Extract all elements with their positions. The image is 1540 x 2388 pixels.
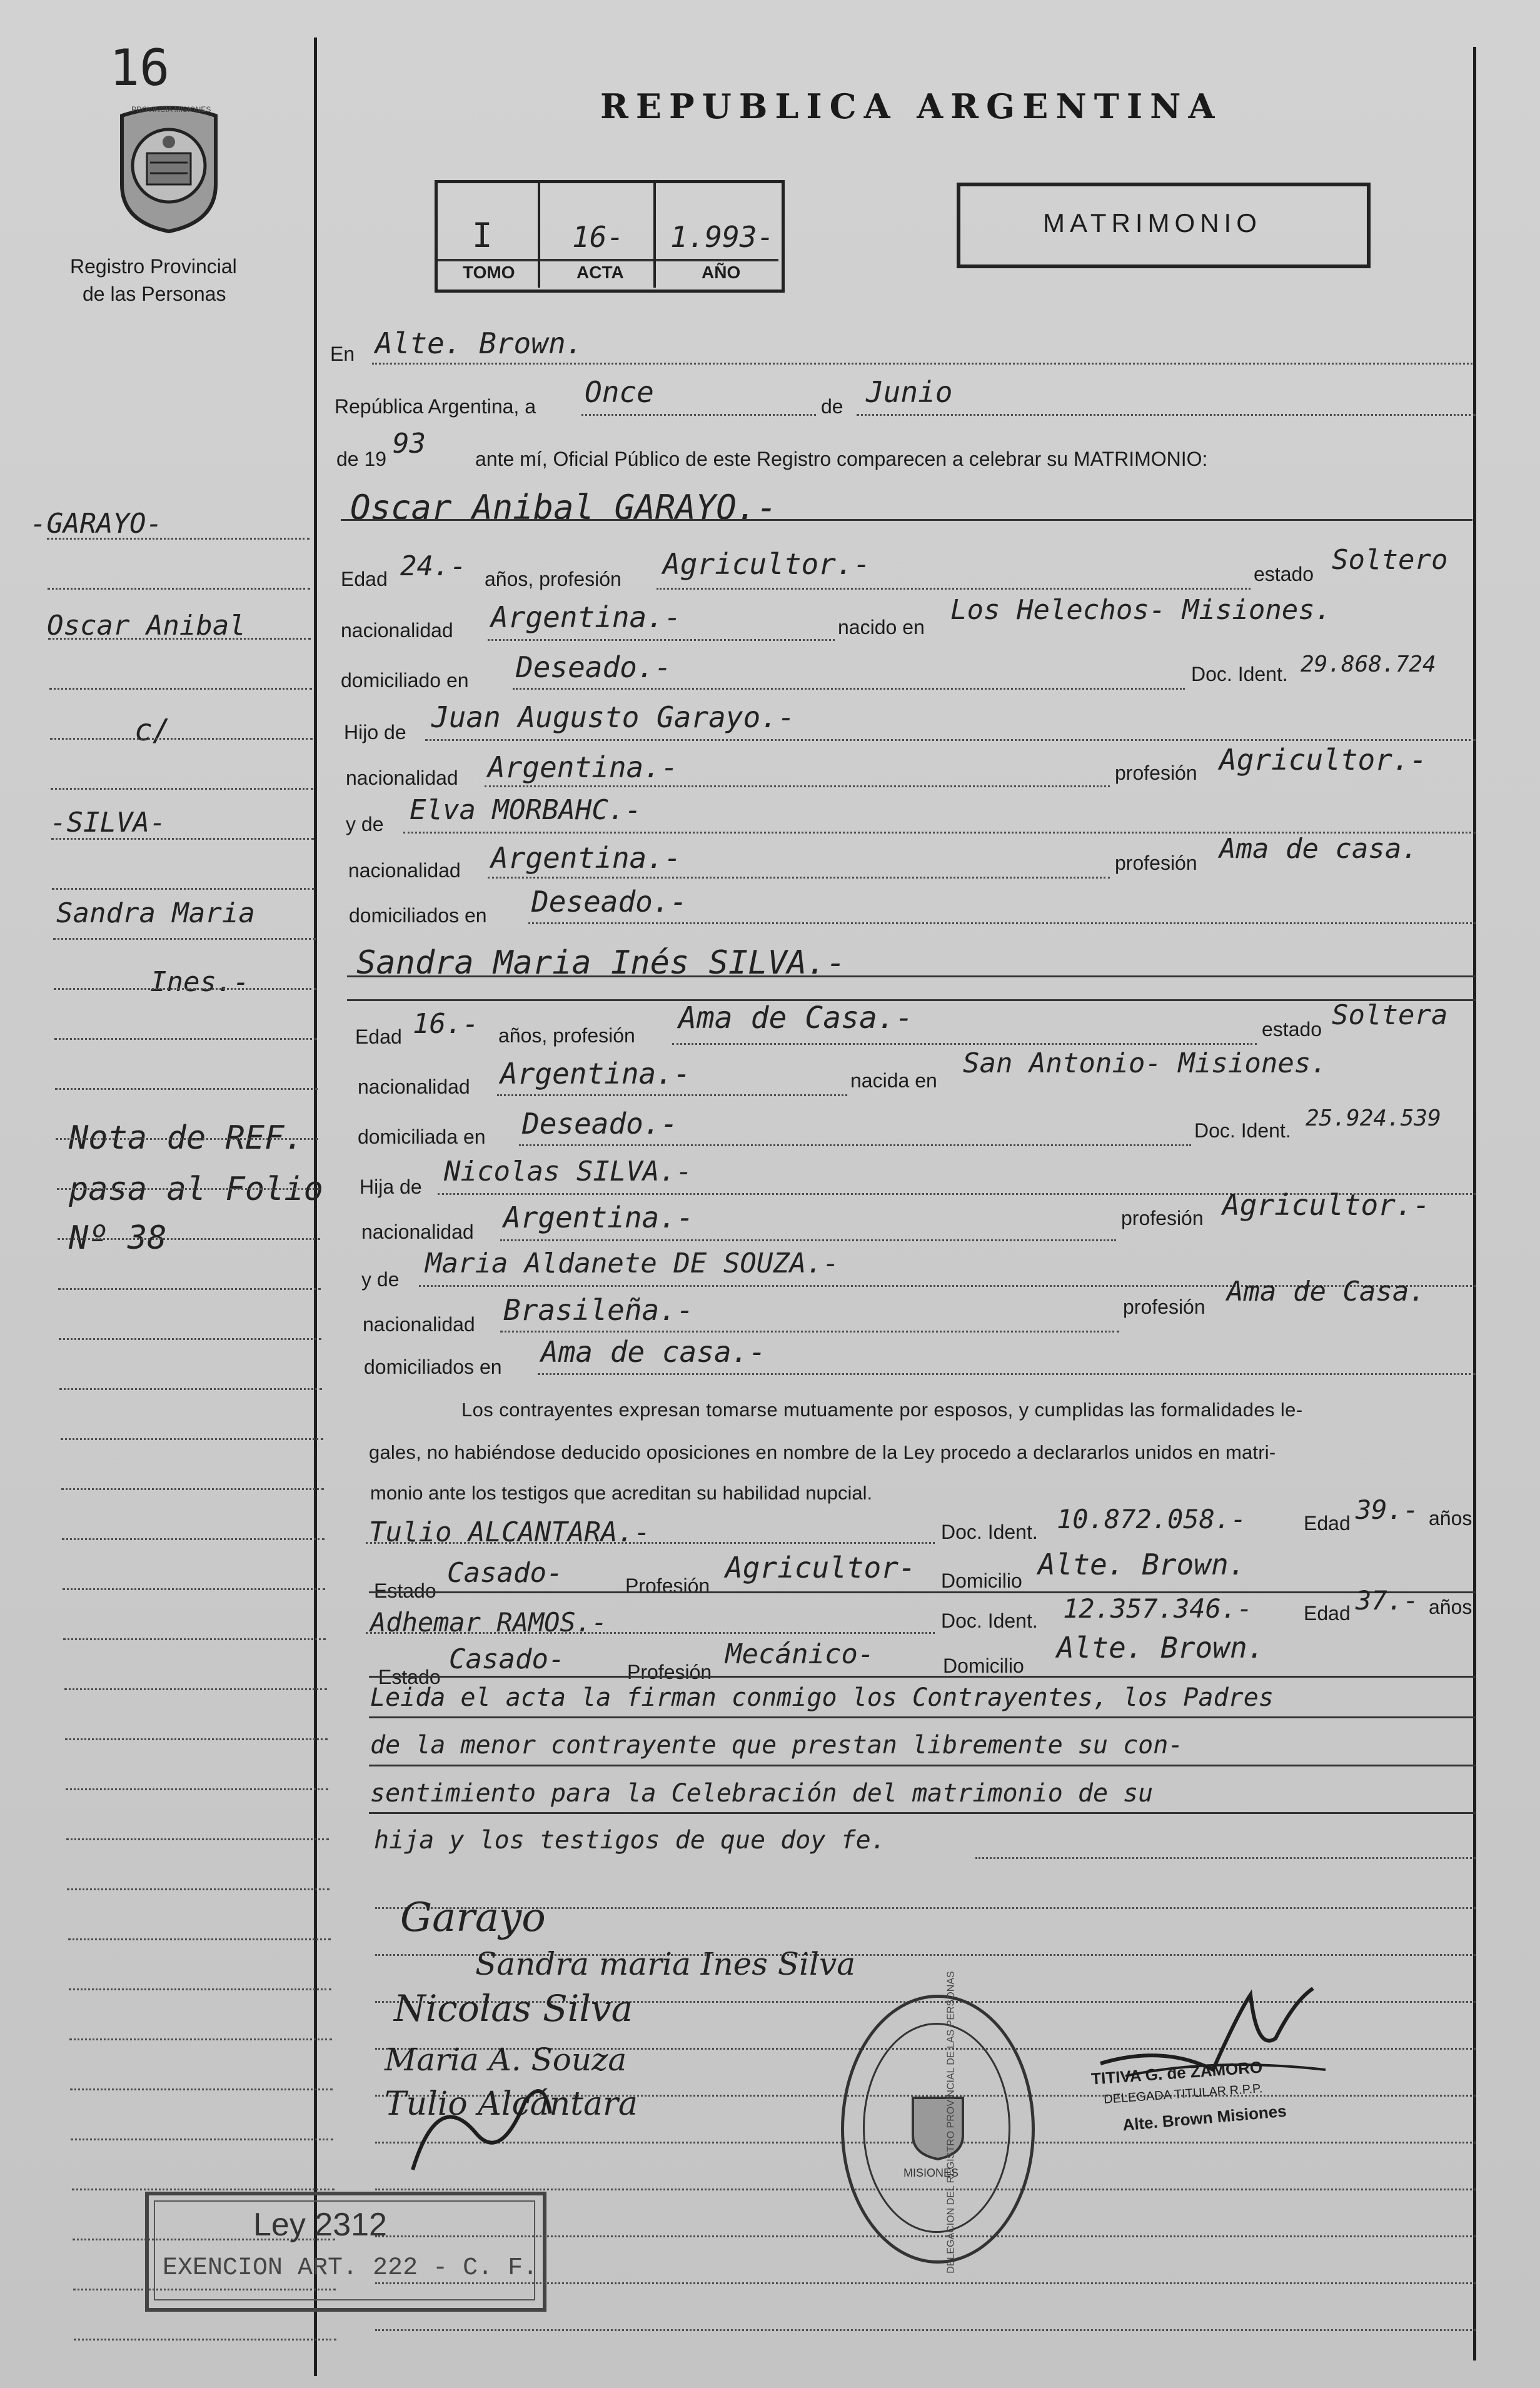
groom-age: 24.-	[400, 550, 466, 582]
margin-rule	[58, 1238, 320, 1240]
label-w2-estado: Estado	[378, 1666, 441, 1688]
month: Junio	[866, 375, 953, 409]
label-w1-anos: años	[1429, 1507, 1472, 1529]
witness1-age: 39.-	[1356, 1494, 1419, 1525]
margin-rule	[59, 1338, 321, 1340]
bride-full-name: Sandra Maria Inés SILVA.-	[356, 944, 846, 982]
label-de: de	[821, 395, 843, 418]
groom-doc: 29.868.724	[1301, 652, 1436, 677]
label-bride-domiciliada: domiciliada en	[358, 1126, 486, 1148]
margin-rule	[53, 938, 316, 940]
label-groom-father-nac: nacionalidad	[346, 767, 458, 789]
label-groom-mother-prof: profesión	[1115, 852, 1197, 874]
label-w1-domicilio: Domicilio	[941, 1569, 1022, 1592]
label-bride-mother-nac: nacionalidad	[363, 1313, 475, 1336]
seal-emblem-icon	[907, 2092, 969, 2160]
margin-rule	[50, 738, 313, 740]
signature-groom: Garayo	[400, 1895, 546, 1941]
groom-nationality: Argentina.-	[491, 600, 682, 634]
bride-mother-nationality: Brasileña.-	[503, 1293, 694, 1327]
label-de19: de 19	[336, 448, 387, 470]
office-name-line1: Registro Provincial	[70, 255, 237, 278]
margin-rule	[49, 688, 312, 690]
tomo-label: TOMO	[463, 263, 515, 282]
groom-mother-profession: Ama de casa.	[1219, 833, 1418, 865]
year: 93	[393, 428, 426, 460]
bride-profession: Ama de Casa.-	[678, 1000, 913, 1035]
label-groom-domiciliado: domiciliado en	[341, 669, 469, 692]
label-bride-mother-prof: profesión	[1123, 1296, 1205, 1318]
label-bride-nacionalidad: nacionalidad	[358, 1076, 470, 1098]
groom-status: Soltero	[1332, 544, 1448, 576]
margin-rule	[56, 1138, 318, 1140]
margin-rule	[59, 1388, 322, 1390]
bride-birthplace: San Antonio- Misiones.	[963, 1047, 1327, 1079]
margin-rule	[69, 1988, 331, 1990]
margin-rule	[48, 588, 310, 590]
label-w2-doc: Doc. Ident.	[941, 1610, 1038, 1632]
witness2-doc: 12.357.346.-	[1063, 1593, 1253, 1624]
label-groom-father-prof: profesión	[1115, 762, 1197, 784]
label-bride-y-de: y de	[361, 1268, 400, 1291]
margin-rule	[61, 1488, 324, 1490]
province-emblem-icon	[109, 103, 228, 234]
bride-father: Nicolas SILVA.-	[444, 1156, 693, 1187]
margin-rule	[58, 1288, 321, 1290]
document-type: MATRIMONIO	[1043, 208, 1262, 238]
groom-profession: Agricultor.-	[663, 547, 871, 581]
acta-value: 16-	[572, 220, 625, 254]
label-bride-edad: Edad	[355, 1025, 402, 1048]
declaration-line1: Los contrayentes expresan tomarse mutuamente por esposos, y cumplidas las formalidades le-	[461, 1399, 1303, 1421]
label-bride-doc: Doc. Ident.	[1194, 1119, 1291, 1142]
label-en: En	[330, 343, 355, 365]
bride-status: Soltera	[1332, 999, 1448, 1031]
label-intro: ante mí, Oficial Público de este Registro comparecen a celebrar su MATRIMONIO:	[475, 448, 1208, 470]
official-stamp-line1: TITIVA G. de ZAMORO	[1090, 2057, 1264, 2088]
bride-father-profession: Agricultor.-	[1222, 1188, 1431, 1222]
witness2-age: 37.-	[1356, 1585, 1419, 1616]
bride-mother: Maria Aldanete DE SOUZA.-	[425, 1247, 840, 1279]
groom-full-name: Oscar Anibal GARAYO.-	[350, 488, 777, 527]
label-w1-doc: Doc. Ident.	[941, 1521, 1038, 1543]
witness1-doc: 10.872.058.-	[1057, 1504, 1247, 1534]
acta-label: ACTA	[576, 263, 624, 282]
witness1-domicile: Alte. Brown.	[1038, 1548, 1246, 1581]
groom-father-nationality: Argentina.-	[488, 750, 678, 784]
bride-age: 16.-	[413, 1008, 479, 1040]
country-title: REPUBLICA ARGENTINA	[600, 86, 1222, 126]
emblem-caption: PROVINCIA MISIONES	[131, 105, 211, 114]
margin-rule	[47, 538, 310, 540]
signature-bride: Sandra maria Ines Silva	[475, 1946, 856, 1982]
groom-father: Juan Augusto Garayo.-	[431, 700, 795, 734]
label-groom-estado: estado	[1254, 563, 1314, 585]
signature-flourish	[400, 2076, 563, 2189]
margin-rule	[61, 1438, 323, 1440]
label-w2-edad: Edad	[1304, 1602, 1351, 1625]
margin-rule	[54, 988, 316, 990]
closing-line4: hija y los testigos de que doy fe.	[374, 1826, 886, 1855]
day: Once	[585, 375, 654, 409]
margin-rule	[63, 1588, 325, 1590]
margin-rule	[64, 1688, 327, 1690]
signature-father: Nicolas Silva	[394, 1987, 633, 2030]
label-bride-parents-dom: domiciliados en	[364, 1356, 502, 1378]
witness1-profession: Agricultor-	[725, 1551, 916, 1584]
label-w1-estado: Estado	[374, 1579, 436, 1602]
label-republica: República Argentina, a	[335, 395, 536, 418]
margin-rule	[48, 638, 311, 640]
tomo-value: I	[472, 216, 493, 255]
label-groom-nacionalidad: nacionalidad	[341, 619, 453, 642]
anio-value: 1.993-	[670, 220, 775, 254]
margin-rule	[67, 1888, 330, 1890]
margin-joiner: c/	[134, 713, 171, 748]
anio-label: AÑO	[702, 263, 741, 282]
margin-bride-given: Sandra Maria	[56, 897, 255, 929]
label-w2-domicilio: Domicilio	[943, 1655, 1024, 1677]
round-seal	[841, 1971, 1035, 2274]
groom-parents-domicile: Deseado.-	[531, 885, 688, 919]
witness2-domicile: Alte. Brown.	[1057, 1631, 1265, 1665]
closing-line1: Leida el acta la firman conmigo los Contrayentes, los Padres	[370, 1683, 1274, 1712]
label-w2-anos: años	[1429, 1596, 1472, 1618]
margin-rule	[68, 1938, 331, 1940]
groom-birthplace: Los Helechos- Misiones.	[950, 594, 1332, 626]
groom-mother-nationality: Argentina.-	[491, 841, 682, 875]
label-groom-edad: Edad	[341, 568, 388, 590]
margin-rule	[71, 2139, 333, 2140]
margin-rule	[54, 1038, 317, 1040]
margin-bride-surname: -SILVA-	[50, 807, 166, 839]
label-w1-profesion: Profesión	[625, 1574, 710, 1597]
bride-mother-profession: Ama de Casa.	[1227, 1276, 1426, 1307]
label-groom-y-de: y de	[346, 813, 384, 835]
bride-nationality: Argentina.-	[500, 1057, 691, 1091]
margin-rule	[65, 1738, 328, 1740]
seal-center: MISIONES	[903, 2167, 959, 2179]
groom-father-profession: Agricultor.-	[1219, 743, 1427, 777]
label-bride-hija-de: Hija de	[360, 1176, 422, 1198]
closing-line2: de la menor contrayente que prestan libremente su con-	[370, 1731, 1184, 1760]
margin-rule	[70, 2088, 333, 2090]
label-groom-mother-nac: nacionalidad	[348, 859, 461, 882]
margin-rule	[72, 2189, 335, 2190]
label-groom-hijo-de: Hijo de	[344, 721, 406, 743]
margin-rule	[55, 1088, 318, 1090]
margin-rule	[63, 1638, 326, 1640]
official-stamp-line2: DELEGADA TITULAR R.P.P.	[1103, 2082, 1263, 2107]
page-number: 16	[109, 39, 170, 97]
closing-line3: sentimiento para la Celebración del matrimonio de su	[370, 1779, 1154, 1808]
witness1-status: Casado-	[447, 1557, 563, 1589]
margin-rule	[62, 1538, 325, 1540]
margin-note-line1: Nota de REF.	[69, 1119, 304, 1157]
bride-doc: 25.924.539	[1306, 1106, 1441, 1131]
label-bride-father-nac: nacionalidad	[361, 1221, 474, 1243]
bride-domicile: Deseado.-	[522, 1107, 678, 1141]
label-w1-edad: Edad	[1304, 1512, 1351, 1534]
signature-mother: Maria A. Souza	[385, 2042, 627, 2078]
margin-rule	[66, 1838, 329, 1840]
official-stamp-line3: Alte. Brown Misiones	[1122, 2101, 1287, 2135]
bride-parents-domicile: Ama de casa.-	[541, 1335, 767, 1369]
signature-witness: Tulio Alcántara	[385, 2085, 638, 2123]
groom-mother: Elva MORBAHC.-	[410, 794, 642, 826]
label-bride-father-prof: profesión	[1121, 1207, 1204, 1229]
margin-rule	[51, 838, 314, 840]
label-groom-doc: Doc. Ident.	[1191, 663, 1288, 685]
margin-rule	[69, 2038, 332, 2040]
declaration-line2: gales, no habiéndose deducido oposiciones en nombre de la Ley procedo a declararlos unidos en matri-	[369, 1441, 1276, 1463]
margin-note-line3: Nº 38	[69, 1219, 167, 1257]
witness1-name: Tulio ALCANTARA.-	[369, 1516, 651, 1548]
label-bride-nacida-en: nacida en	[850, 1069, 937, 1092]
right-border	[1473, 47, 1476, 2360]
margin-groom-surname: -GARAYO-	[30, 508, 163, 540]
exemption-line2: EXENCION ART. 222 - C. F.	[163, 2254, 538, 2282]
office-name-line2: de las Personas	[83, 283, 226, 305]
place: Alte. Brown.	[375, 326, 583, 360]
margin-rule	[74, 2339, 336, 2340]
exemption-line1: Ley 2312	[253, 2207, 387, 2243]
label-groom-parents-dom: domiciliados en	[349, 904, 487, 927]
label-bride-estado: estado	[1262, 1018, 1322, 1040]
seal-text: DELEGACION DEL REGISTRO PROVINCIAL DE LAS PERSONAS	[945, 1971, 957, 2274]
bride-father-nationality: Argentina.-	[503, 1201, 694, 1234]
label-groom-anos-profesion: años, profesión	[485, 568, 622, 590]
groom-domicile: Deseado.-	[516, 650, 672, 684]
witness2-name: Adhemar RAMOS.-	[370, 1607, 608, 1638]
label-groom-nacido-en: nacido en	[838, 616, 925, 638]
label-bride-anos-profesion: años, profesión	[498, 1024, 635, 1047]
label-w2-profesion: Profesión	[627, 1661, 712, 1683]
witness2-profession: Mecánico-	[725, 1638, 875, 1670]
signature-rule	[375, 2329, 1476, 2331]
witness2-status: Casado-	[449, 1643, 565, 1675]
declaration-line3: monio ante los testigos que acreditan su habilidad nupcial.	[370, 1482, 873, 1504]
margin-rule	[51, 788, 313, 790]
margin-rule	[52, 888, 315, 890]
margin-note-line2: pasa al Folio	[69, 1171, 323, 1208]
margin-rule	[66, 1788, 328, 1790]
margin-rule	[57, 1188, 320, 1190]
margin-bride-given2: Ines.-	[150, 966, 249, 998]
margin-groom-given: Oscar Anibal	[47, 610, 246, 642]
